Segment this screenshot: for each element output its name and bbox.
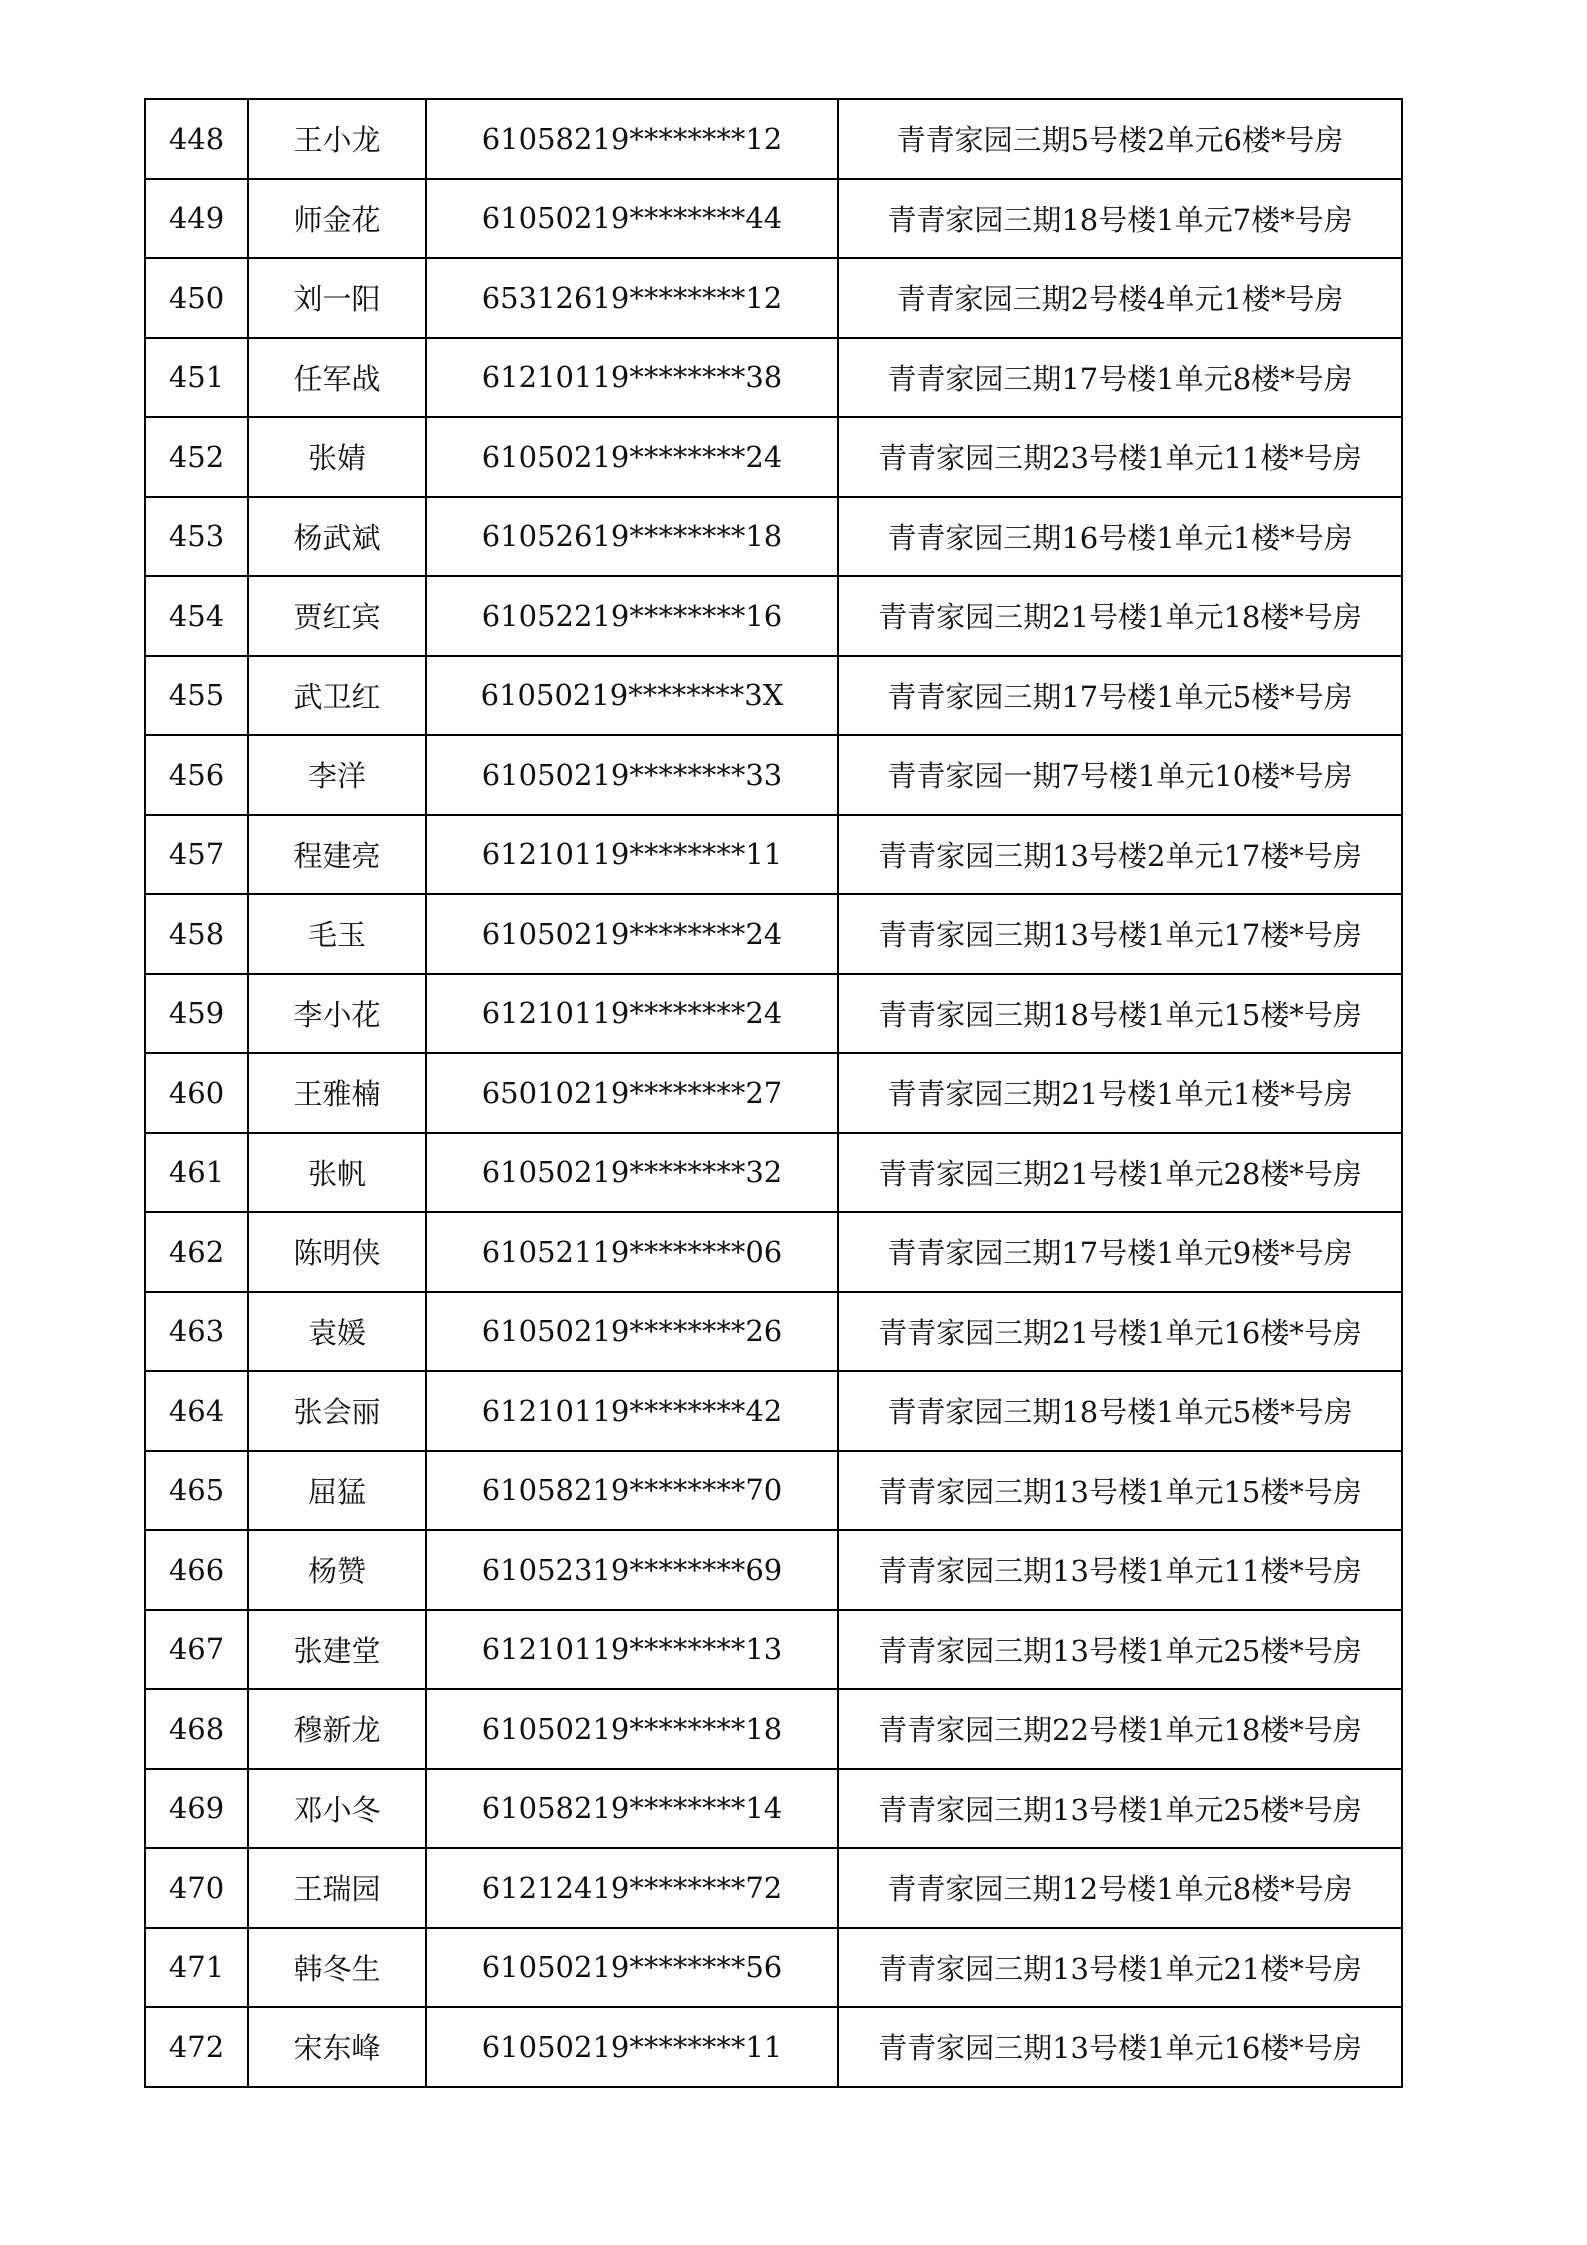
person-name: 刘一阳 xyxy=(248,258,426,338)
person-name: 毛玉 xyxy=(248,894,426,974)
row-number: 468 xyxy=(145,1689,248,1769)
table-row xyxy=(145,1053,1402,1133)
id-number: 61058219********14 xyxy=(426,1769,838,1849)
table-row xyxy=(145,1530,1402,1610)
person-name: 王雅楠 xyxy=(248,1053,426,1133)
row-number: 459 xyxy=(145,974,248,1054)
id-number: 61050219********56 xyxy=(426,1928,838,2008)
table-row xyxy=(145,497,1402,577)
table-row xyxy=(145,1212,1402,1292)
row-number: 458 xyxy=(145,894,248,974)
address: 青青家园三期13号楼1单元25楼*号房 xyxy=(838,1610,1402,1690)
person-name: 李小花 xyxy=(248,974,426,1054)
address: 青青家园三期21号楼1单元28楼*号房 xyxy=(838,1133,1402,1213)
address: 青青家园三期18号楼1单元5楼*号房 xyxy=(838,1371,1402,1451)
id-number: 61210119********38 xyxy=(426,338,838,418)
table-row xyxy=(145,1769,1402,1849)
row-number: 467 xyxy=(145,1610,248,1690)
id-number: 61050219********3X xyxy=(426,656,838,736)
row-number: 462 xyxy=(145,1212,248,1292)
person-name: 张帆 xyxy=(248,1133,426,1213)
id-number: 61212419********72 xyxy=(426,1848,838,1928)
table-row xyxy=(145,338,1402,418)
address: 青青家园三期13号楼1单元15楼*号房 xyxy=(838,1451,1402,1531)
table-row xyxy=(145,974,1402,1054)
table-row xyxy=(145,1928,1402,2008)
id-number: 61050219********18 xyxy=(426,1689,838,1769)
row-number: 449 xyxy=(145,179,248,259)
id-number: 65010219********27 xyxy=(426,1053,838,1133)
table-row xyxy=(145,1292,1402,1372)
id-number: 61050219********24 xyxy=(426,417,838,497)
id-number: 61210119********24 xyxy=(426,974,838,1054)
address: 青青家园三期13号楼1单元21楼*号房 xyxy=(838,1928,1402,2008)
row-number: 461 xyxy=(145,1133,248,1213)
row-number: 471 xyxy=(145,1928,248,2008)
person-name: 程建亮 xyxy=(248,815,426,895)
row-number: 451 xyxy=(145,338,248,418)
table-row xyxy=(145,1848,1402,1928)
person-name: 李洋 xyxy=(248,735,426,815)
address: 青青家园三期13号楼1单元11楼*号房 xyxy=(838,1530,1402,1610)
id-number: 61050219********26 xyxy=(426,1292,838,1372)
person-name: 杨武斌 xyxy=(248,497,426,577)
address: 青青家园三期13号楼1单元25楼*号房 xyxy=(838,1769,1402,1849)
table-row xyxy=(145,1451,1402,1531)
person-name: 张婧 xyxy=(248,417,426,497)
table-row xyxy=(145,258,1402,338)
address: 青青家园三期21号楼1单元1楼*号房 xyxy=(838,1053,1402,1133)
table-row xyxy=(145,735,1402,815)
person-name: 袁媛 xyxy=(248,1292,426,1372)
table-row xyxy=(145,99,1402,179)
table-row xyxy=(145,417,1402,497)
person-name: 屈猛 xyxy=(248,1451,426,1531)
person-name: 张建堂 xyxy=(248,1610,426,1690)
address: 青青家园三期13号楼2单元17楼*号房 xyxy=(838,815,1402,895)
table-row xyxy=(145,815,1402,895)
person-name: 王瑞园 xyxy=(248,1848,426,1928)
row-number: 464 xyxy=(145,1371,248,1451)
row-number: 455 xyxy=(145,656,248,736)
person-name: 贾红宾 xyxy=(248,576,426,656)
person-name: 穆新龙 xyxy=(248,1689,426,1769)
address: 青青家园三期17号楼1单元8楼*号房 xyxy=(838,338,1402,418)
table-row xyxy=(145,894,1402,974)
id-number: 61050219********33 xyxy=(426,735,838,815)
address: 青青家园三期5号楼2单元6楼*号房 xyxy=(838,99,1402,179)
id-number: 61210119********42 xyxy=(426,1371,838,1451)
address: 青青家园一期7号楼1单元10楼*号房 xyxy=(838,735,1402,815)
id-number: 61058219********70 xyxy=(426,1451,838,1531)
address: 青青家园三期13号楼1单元16楼*号房 xyxy=(838,2007,1402,2087)
row-number: 457 xyxy=(145,815,248,895)
address: 青青家园三期17号楼1单元9楼*号房 xyxy=(838,1212,1402,1292)
row-number: 465 xyxy=(145,1451,248,1531)
row-number: 472 xyxy=(145,2007,248,2087)
address: 青青家园三期18号楼1单元15楼*号房 xyxy=(838,974,1402,1054)
row-number: 470 xyxy=(145,1848,248,1928)
id-number: 61210119********11 xyxy=(426,815,838,895)
id-number: 61052619********18 xyxy=(426,497,838,577)
id-number: 61050219********32 xyxy=(426,1133,838,1213)
row-number: 466 xyxy=(145,1530,248,1610)
row-number: 452 xyxy=(145,417,248,497)
id-number: 65312619********12 xyxy=(426,258,838,338)
address: 青青家园三期18号楼1单元7楼*号房 xyxy=(838,179,1402,259)
row-number: 448 xyxy=(145,99,248,179)
id-number: 61050219********24 xyxy=(426,894,838,974)
address: 青青家园三期2号楼4单元1楼*号房 xyxy=(838,258,1402,338)
row-number: 454 xyxy=(145,576,248,656)
id-number: 61058219********12 xyxy=(426,99,838,179)
person-name: 王小龙 xyxy=(248,99,426,179)
id-number: 61052119********06 xyxy=(426,1212,838,1292)
row-number: 453 xyxy=(145,497,248,577)
table-row xyxy=(145,179,1402,259)
id-number: 61050219********11 xyxy=(426,2007,838,2087)
table-row xyxy=(145,1133,1402,1213)
address: 青青家园三期22号楼1单元18楼*号房 xyxy=(838,1689,1402,1769)
id-number: 61210119********13 xyxy=(426,1610,838,1690)
table-row xyxy=(145,1689,1402,1769)
person-name: 师金花 xyxy=(248,179,426,259)
roster-table xyxy=(144,98,1403,2088)
address: 青青家园三期16号楼1单元1楼*号房 xyxy=(838,497,1402,577)
person-name: 韩冬生 xyxy=(248,1928,426,2008)
id-number: 61052219********16 xyxy=(426,576,838,656)
person-name: 张会丽 xyxy=(248,1371,426,1451)
table-row xyxy=(145,1610,1402,1690)
table-row xyxy=(145,576,1402,656)
person-name: 邓小冬 xyxy=(248,1769,426,1849)
row-number: 450 xyxy=(145,258,248,338)
person-name: 宋东峰 xyxy=(248,2007,426,2087)
address: 青青家园三期17号楼1单元5楼*号房 xyxy=(838,656,1402,736)
row-number: 460 xyxy=(145,1053,248,1133)
person-name: 任军战 xyxy=(248,338,426,418)
address: 青青家园三期12号楼1单元8楼*号房 xyxy=(838,1848,1402,1928)
address: 青青家园三期13号楼1单元17楼*号房 xyxy=(838,894,1402,974)
id-number: 61052319********69 xyxy=(426,1530,838,1610)
roster-body xyxy=(145,99,1402,2087)
address: 青青家园三期21号楼1单元18楼*号房 xyxy=(838,576,1402,656)
row-number: 469 xyxy=(145,1769,248,1849)
person-name: 武卫红 xyxy=(248,656,426,736)
table-row xyxy=(145,2007,1402,2087)
table-row xyxy=(145,1371,1402,1451)
address: 青青家园三期23号楼1单元11楼*号房 xyxy=(838,417,1402,497)
id-number: 61050219********44 xyxy=(426,179,838,259)
address: 青青家园三期21号楼1单元16楼*号房 xyxy=(838,1292,1402,1372)
table-row xyxy=(145,656,1402,736)
row-number: 456 xyxy=(145,735,248,815)
row-number: 463 xyxy=(145,1292,248,1372)
person-name: 陈明侠 xyxy=(248,1212,426,1292)
person-name: 杨赞 xyxy=(248,1530,426,1610)
